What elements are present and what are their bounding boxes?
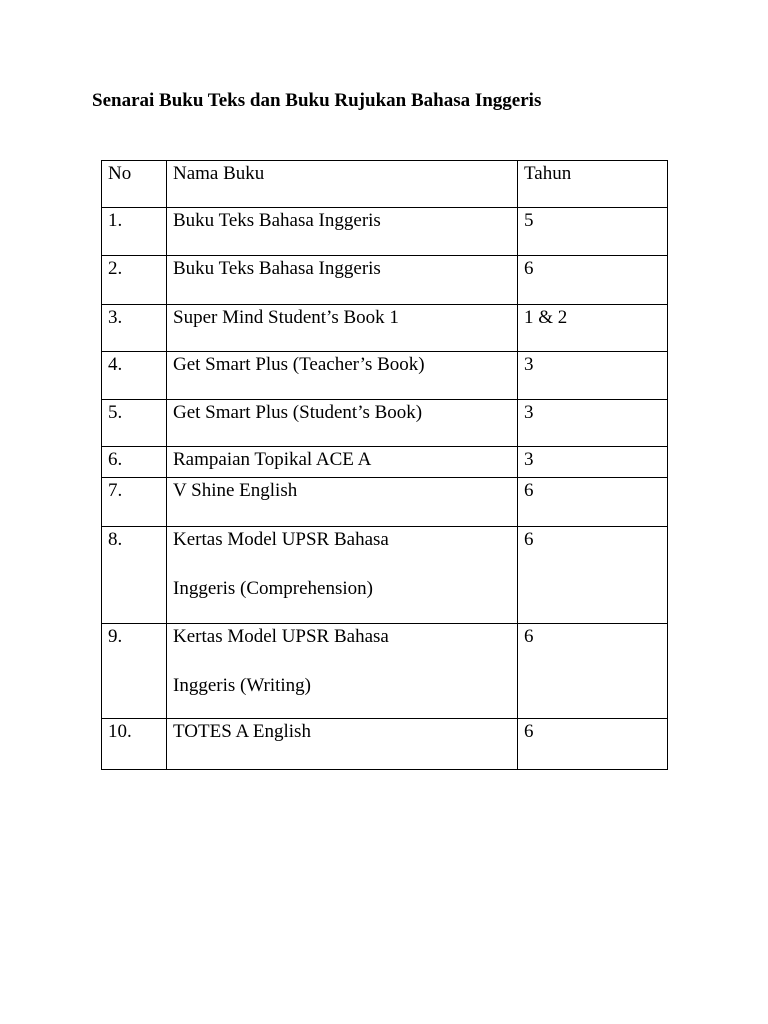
table-row — [102, 624, 668, 719]
book-list-table — [101, 160, 668, 770]
cell-name: Buku Teks Bahasa Inggeris — [167, 256, 518, 305]
cell-name-line2: Inggeris (Comprehension) — [173, 578, 373, 599]
cell-no: 8. — [102, 527, 167, 624]
cell-name — [167, 624, 518, 719]
cell-year: 6 — [518, 478, 668, 527]
cell-year: 6 — [518, 256, 668, 305]
table-row — [102, 208, 668, 256]
cell-no: 4. — [102, 352, 167, 400]
table-row — [102, 305, 668, 352]
cell-name: Get Smart Plus (Teacher’s Book) — [167, 352, 518, 400]
cell-year: 1 & 2 — [518, 305, 668, 352]
table-row — [102, 352, 668, 400]
table-header-row — [102, 161, 668, 208]
cell-name — [167, 527, 518, 624]
cell-name-line2: Inggeris (Writing) — [173, 675, 312, 696]
cell-no: 3. — [102, 305, 167, 352]
cell-year: 5 — [518, 208, 668, 256]
cell-name: Get Smart Plus (Student’s Book) — [167, 400, 518, 447]
table-row — [102, 527, 668, 624]
header-year: Tahun — [518, 161, 668, 208]
cell-no: 6. — [102, 447, 167, 478]
table-row — [102, 719, 668, 770]
cell-name: TOTES A English — [167, 719, 518, 770]
cell-year: 3 — [518, 447, 668, 478]
table-row — [102, 478, 668, 527]
cell-name: Super Mind Student’s Book 1 — [167, 305, 518, 352]
cell-no: 1. — [102, 208, 167, 256]
cell-no: 5. — [102, 400, 167, 447]
cell-no: 10. — [102, 719, 167, 770]
table-row — [102, 400, 668, 447]
cell-name-line1: Kertas Model UPSR Bahasa — [173, 626, 389, 647]
cell-year: 6 — [518, 719, 668, 770]
header-no: No — [102, 161, 167, 208]
cell-year: 3 — [518, 400, 668, 447]
page-title: Senarai Buku Teks dan Buku Rujukan Bahasa Inggeris — [92, 90, 542, 111]
table-row — [102, 256, 668, 305]
cell-no: 7. — [102, 478, 167, 527]
cell-name: Rampaian Topikal ACE A — [167, 447, 518, 478]
cell-name: Buku Teks Bahasa Inggeris — [167, 208, 518, 256]
cell-no: 2. — [102, 256, 167, 305]
cell-year: 6 — [518, 624, 668, 719]
cell-name: V Shine English — [167, 478, 518, 527]
table-row — [102, 447, 668, 478]
cell-name-line1: Kertas Model UPSR Bahasa — [173, 529, 389, 550]
cell-no: 9. — [102, 624, 167, 719]
cell-year: 6 — [518, 527, 668, 624]
header-name: Nama Buku — [167, 161, 518, 208]
cell-year: 3 — [518, 352, 668, 400]
